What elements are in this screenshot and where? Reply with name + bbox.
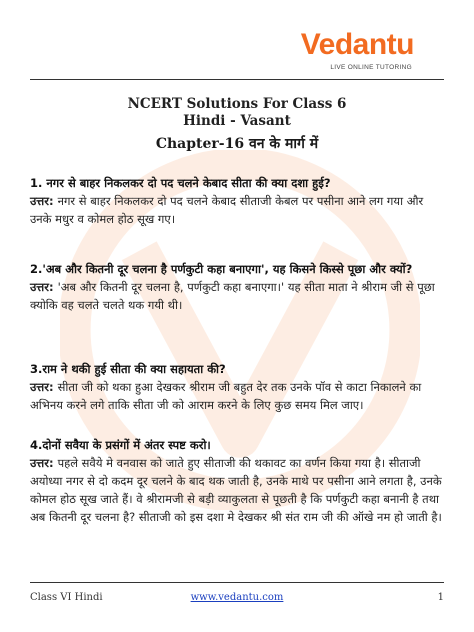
qa-block bbox=[30, 360, 444, 414]
qa-block bbox=[30, 436, 444, 526]
answer-text bbox=[30, 192, 444, 228]
brand-logo-wordmark: Vedantu bbox=[300, 28, 414, 61]
document-subtitle: Hindi - Vasant bbox=[183, 113, 291, 129]
answer-body: नगर से बाहर निकलकर दो पद चलने केबाद सीताजी केबल पर पसीना आने लग गया और उनके मधुर व कोमल होठ सूख गए। bbox=[30, 194, 424, 226]
document-header bbox=[0, 96, 474, 153]
question-text: 3.राम ने थकी हुई सीता की क्या सहायता की? bbox=[30, 362, 226, 376]
question-text: 1. नगर से बाहर निकलकर दो पद चलने केबाद सीता की क्या दशा हुई? bbox=[30, 176, 331, 190]
answer-text bbox=[30, 454, 444, 526]
answer-label: उत्तर: bbox=[30, 280, 54, 294]
footer-website-link[interactable]: www.vedantu.com bbox=[190, 592, 284, 603]
answer-body: पहले सवैये मे वनवास को जाते हुए सीताजी की थकावट का वर्णन किया गया है। सीताजी अयोध्या नगर से दो कदम दूर चलने के बाद थक जाती है, उनके माथे पर पसीना आने लगता है, उनके कोमल होठ सूख जाते हैं। वे श्रीरामजी से बड़ी व्याकुलता से पूछती है कि पर्णकुटी कहा बनानी है तथा अब कितनी दूर चलना है? सीताजी को इस दशा मे देखकर श्री संत राम जी की ऑखे नम हो जाती है। bbox=[30, 456, 442, 524]
qa-block bbox=[30, 260, 444, 314]
answer-text bbox=[30, 378, 444, 414]
answer-label: उत्तर: bbox=[30, 194, 54, 208]
document-title: NCERT Solutions For Class 6 bbox=[127, 96, 347, 112]
question-text: 4.दोनों सवैया के प्रसंगों में अंतर स्पष्ट करो। bbox=[30, 438, 211, 452]
brand-logo-tagline: LIVE ONLINE TUTORING bbox=[330, 64, 412, 71]
answer-body: 'अब और कितनी दूर चलना है, पर्णकुटी कहा बनाएगा।' यह सीता माता ने श्रीराम जी से पूछा क्योकि वह चलते चलते थक गयी थी। bbox=[30, 280, 435, 312]
answer-label: उत्तर: bbox=[30, 456, 54, 470]
question-text: 2.'अब और कितनी दूर चलना है पर्णकुटी कहा बनाएगा', यह किसने किस्से पूछा और क्यों? bbox=[30, 262, 413, 276]
answer-body: सीता जी को थका हुआ देखकर श्रीराम जी बहुत देर तक उनके पॉव से काटा निकालने का अभिनय करने लगे ताकि सीता जी को आराम करने के लिए कुछ समय मिल जाए। bbox=[30, 380, 422, 412]
qa-block bbox=[30, 174, 444, 228]
answer-text bbox=[30, 278, 444, 314]
header-divider bbox=[30, 79, 444, 80]
footer-class-label: Class VI Hindi bbox=[30, 592, 103, 603]
footer-divider bbox=[30, 582, 444, 583]
answer-label: उत्तर: bbox=[30, 380, 54, 394]
page-number: 1 bbox=[437, 592, 444, 603]
chapter-title: Chapter-16 वन के मार्ग में bbox=[155, 136, 319, 152]
brand-logo bbox=[302, 28, 414, 76]
